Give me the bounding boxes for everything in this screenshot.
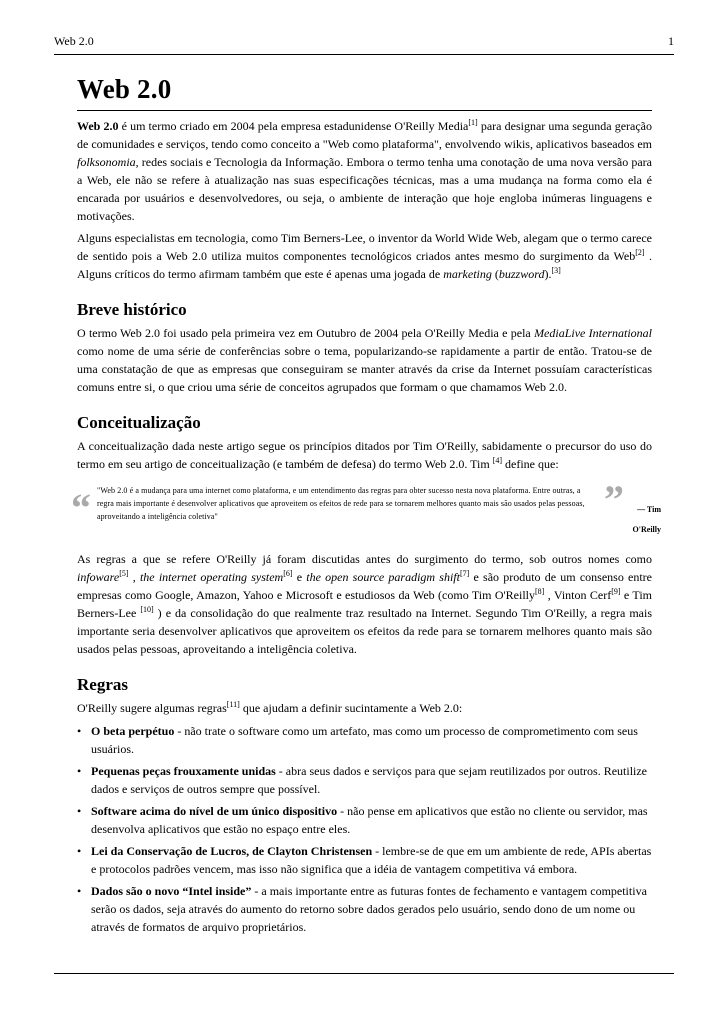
citation-ref[interactable]: [8] (535, 587, 545, 596)
bullet-icon: • (77, 844, 82, 858)
history-paragraph (77, 324, 652, 396)
list-item (77, 722, 652, 758)
rule-title: Pequenas peças frouxamente unidas (91, 764, 276, 778)
history-heading: Breve histórico (77, 300, 187, 319)
citation-ref[interactable]: [6] (283, 569, 293, 578)
text-run: é um termo criado em 2004 pela empresa estadunidense O'Reilly Media (118, 119, 469, 133)
emphasis-text: infoware (77, 570, 120, 584)
citation-ref[interactable]: [7] (459, 569, 470, 578)
emphasis-text: the open source paradigm shift (306, 570, 460, 584)
rules-intro (77, 699, 652, 717)
intro-section (77, 117, 652, 283)
citation-ref[interactable]: [5] (119, 569, 129, 578)
rule-description: - abra seus dados e serviços para que sejam reutilizados por outros. Reutilize dados e serviços de outros sempre que possível. (91, 764, 648, 796)
rule-description: - a mais importante entre as futuras fontes de fechamento e vantagem competitiva serão os dados, seja através do aumento do retorno sobre dados gerados pelo usuário, sendo dono de um nome ou através de formatos de arquivo proprietários. (91, 884, 647, 934)
text-run: e (292, 570, 307, 584)
rule-title: Software acima do nível de um único dispositivo (91, 804, 338, 818)
text-run: A conceitualização dada neste artigo segue os princípios ditados por Tim O'Reilly, sabidamente o precursor do uso do termo em seu artigo de conceitualização (e também de defesa) do termo Web 2.0. Tim (77, 439, 652, 471)
citation-ref[interactable]: [10] (140, 605, 154, 614)
emphasis-text: MediaLive International (534, 326, 652, 340)
quote-text: "Web 2.0 é a mudança para uma internet como plataforma, e um entendimento das regras para obter sucesso nesta nova plataforma. Entre outras, a regra mais importante é desenvolver aplicativos que aproveitem os efeitos de rede para se tornarem melhores quanto mais são usados pelas pessoas, aproveitando a inteligência coletiva" (97, 486, 585, 521)
text-run: ( (491, 267, 499, 281)
page-title: Web 2.0 (77, 72, 652, 111)
page-number: 1 (668, 34, 674, 48)
rule-title: O beta perpétuo (91, 724, 175, 738)
rule-description: - não trate o software como um artefato, mas como um processo de comprometimento com seus usuários. (91, 724, 638, 756)
intro-paragraph-1 (77, 117, 652, 225)
text-run: , Vinton Cerf (544, 588, 612, 602)
header-rule (54, 54, 674, 55)
text-run: ). (544, 267, 552, 281)
emphasis-text: marketing (443, 267, 492, 281)
close-quote-icon: ” (604, 477, 624, 522)
list-item (77, 802, 652, 838)
concept-section (71, 412, 661, 658)
running-header (54, 34, 674, 54)
bullet-icon: • (77, 724, 82, 738)
bullet-icon: • (77, 884, 82, 898)
text-run: ) e da consolidação do que realmente traz resultado na Internet. Segundo Tim O'Reilly, a regra mais importante seria desenvolver aplicativos que aproveitem os efeitos da rede para se tornarem melhores quanto mais são usados pelas pessoas, aproveitando a inteligência coletiva. (77, 606, 653, 656)
emphasis-text: the internet operating system (139, 570, 284, 584)
bold-text: Web 2.0 (77, 119, 119, 133)
text-run: O termo Web 2.0 foi usado pela primeira vez em Outubro de 2004 pela O'Reilly Media e pela (77, 326, 535, 340)
rules-section (77, 674, 652, 936)
text-run: , (128, 570, 140, 584)
text-run: . Alguns críticos do termo afirmam também que este é apenas uma jogada de (77, 249, 652, 281)
text-run: para designar uma segunda geração de comunidades e serviços, tendo como conceito a "Web como plataforma", envolvendo wikis, aplicativos baseados em (77, 119, 652, 151)
citation-ref[interactable]: [11] (226, 700, 240, 709)
rule-title: Lei da Conservação de Lucros, de Clayton Christensen (91, 844, 373, 858)
text-run: O'Reilly sugere algumas regras (77, 701, 227, 715)
history-section (77, 299, 652, 396)
text-run: que ajudam a definir sucintamente a Web 2.0: (239, 701, 463, 715)
text-run: Alguns especialistas em tecnologia, como Tim Berners-Lee, o inventor da World Wide Web, alegam que o termo carece de sentido pois a Web 2.0 utiliza muitos componentes tecnológicos criados antes mesmo do surgimento da Web (77, 231, 652, 263)
intro-paragraph-2 (77, 229, 652, 283)
text-run: , redes sociais e Tecnologia da Informação. Embora o termo tenha uma conotação de uma nova versão para a Web, ele não se refere à atualização nas suas especificações técnicas, mas a uma mudança na forma como ela é encarada por usuários e desenvolvedores, ou seja, o ambiente de interação que hoje engloba inúmeras linguagens e motivações. (77, 155, 652, 223)
emphasis-text: buzzword (498, 267, 545, 281)
citation-ref[interactable]: [3] (551, 266, 561, 275)
text-run: e Tim Berners-Lee (77, 588, 653, 620)
citation-ref[interactable]: [2] (635, 248, 645, 257)
citation-ref[interactable]: [1] (468, 118, 478, 127)
quote-attribution: — Tim O'Reilly (632, 505, 661, 534)
list-item (77, 882, 652, 936)
running-title: Web 2.0 (54, 34, 94, 48)
citation-ref[interactable]: [4] (492, 456, 503, 465)
concept-paragraph-1 (77, 437, 652, 473)
list-item (77, 842, 652, 878)
blockquote (71, 477, 661, 540)
emphasis-text: folksonomia (77, 155, 136, 169)
rules-heading: Regras (77, 675, 128, 694)
list-item (77, 762, 652, 798)
open-quote-icon: “ (71, 485, 91, 530)
text-run: como nome de uma série de conferências sobre o tema, popularizando-se rapidamente a partir de então. Tratou-se de uma constatação de que as empresas que conseguiram se manter através da crise da Internet possuíam características comuns entre si, o que criou uma série de conceitos agrupados que formam o que chamamos Web 2.0. (77, 344, 652, 394)
rules-list (77, 722, 652, 936)
concept-heading: Conceitualização (77, 413, 201, 432)
bullet-icon: • (77, 764, 82, 778)
text-run: As regras a que se refere O'Reilly já foram discutidas antes do surgimento do termo, sob outros nomes como (77, 552, 652, 566)
citation-ref[interactable]: [9] (611, 587, 621, 596)
rule-description: - não pense em aplicativos que estão no cliente ou servidor, mas desenvolva aplicativos que estão no espaço entre eles. (91, 804, 648, 836)
text-run: define que: (502, 457, 559, 471)
footer-rule (54, 973, 674, 974)
article-body (71, 72, 661, 940)
text-run: e são produto de um consenso entre empresas como Google, Amazon, Yahoo e Microsoft e estudiosos da Web (como Tim O'Reilly (77, 570, 652, 602)
rule-title: Dados são o novo “Intel inside” (91, 884, 252, 898)
bullet-icon: • (77, 804, 82, 818)
concept-paragraph-2 (77, 550, 652, 658)
rule-description: - lembre-se de que em um ambiente de rede, APIs abertas e protocolos padrões vencem, mas isso não significa que a idéia de vantagem competitiva vá embora. (91, 844, 652, 876)
